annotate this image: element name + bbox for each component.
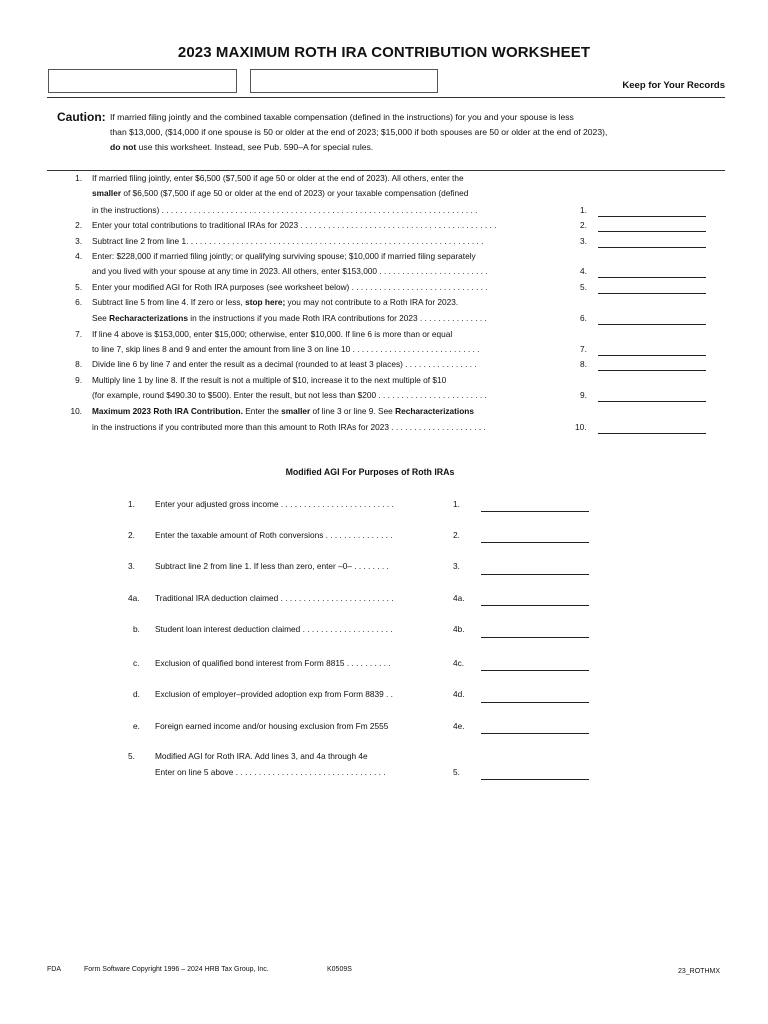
line-9-number: 9.: [75, 375, 82, 385]
magi-row-text: Subtract line 2 from line 1. If less than zero, enter –0– . . . . . . . .: [155, 561, 389, 571]
magi-row-text: Student loan interest deduction claimed . . . . . . . . . . . . . . . . . . . .: [155, 624, 393, 634]
magi-row-ref: 2.: [453, 530, 460, 540]
name-field[interactable]: [48, 69, 237, 93]
line-3-entry[interactable]: [598, 247, 706, 248]
magi-row-5-ref: 5.: [453, 767, 460, 777]
line-6-stop-here: stop here;: [245, 297, 286, 307]
magi-row-ref: 4d.: [453, 689, 465, 699]
line-5-text: Enter your modified AGI for Roth IRA purposes (see worksheet below) . . . . . . . . . . . . . . . . . . . . . . . . . . . . . .: [92, 282, 488, 292]
magi-row-text: Traditional IRA deduction claimed . . . . . . . . . . . . . . . . . . . . . . . . .: [155, 593, 394, 603]
magi-row-number: 3.: [128, 561, 135, 571]
magi-row-text: Exclusion of employer–provided adoption exp from Form 8839 . .: [155, 689, 393, 699]
line-10-text-a: [92, 406, 474, 417]
line-10-recharacterizations: Recharacterizations: [395, 406, 474, 416]
magi-row-number: e.: [133, 721, 140, 731]
line-1-text-a: If married filing jointly, enter $6,500 ($7,500 if age 50 or older at the end of 2023). All others, enter the: [92, 173, 464, 183]
magi-row-number: d.: [133, 689, 140, 699]
line-8-ref: 8.: [580, 359, 587, 369]
magi-row-5-text-b: Enter on line 5 above . . . . . . . . . . . . . . . . . . . . . . . . . . . . . . . . .: [155, 767, 386, 777]
ssn-field[interactable]: [250, 69, 438, 93]
line-1-text-b: [92, 188, 468, 199]
caution-divider: [47, 170, 725, 171]
magi-row-entry[interactable]: [481, 605, 589, 606]
footer-copyright: Form Software Copyright 1996 – 2024 HRB Tax Group, Inc.: [84, 966, 269, 973]
magi-row-5-number: 5.: [128, 751, 135, 761]
magi-row-entry[interactable]: [481, 511, 589, 512]
line-10-smaller: smaller: [281, 406, 311, 416]
magi-row-number: c.: [133, 658, 140, 668]
magi-row-entry[interactable]: [481, 637, 589, 638]
line-6-text-b2: in the instructions if you made Roth IRA contributions for 2023 . . . . . . . . . . . . . . .: [187, 313, 487, 323]
caution-text-line2: than $13,000, ($14,000 if one spouse is 50 or older at the end of 2023; $15,000 if both spouses are 50 or older at the end of 2023),: [110, 127, 608, 137]
line-3-number: 3.: [75, 236, 82, 246]
line-1-text-c: in the instructions) . . . . . . . . . . . . . . . . . . . . . . . . . . . . . . . . . . . . . . . . . . . . . . . . . . . . . . . . . . . . . . . . . . . . .: [92, 205, 478, 215]
line-3-text: Subtract line 2 from line 1. . . . . . . . . . . . . . . . . . . . . . . . . . . . . . . . . . . . . . . . . . . . . . . . . . . . . . . . . . . . . . . . .: [92, 236, 484, 246]
footer-fda: FDA: [47, 966, 61, 973]
magi-row-entry[interactable]: [481, 702, 589, 703]
line-10-text-mid1: Enter the: [242, 406, 282, 416]
magi-row-entry[interactable]: [481, 574, 589, 575]
page-title: 2023 MAXIMUM ROTH IRA CONTRIBUTION WORKSHEET: [177, 44, 591, 61]
line-6-text-b1: See: [92, 313, 110, 323]
line-1-text-b-rest: of $6,500 ($7,500 if age 50 or older at the end of 2023) or your taxable compensation (defined: [121, 188, 469, 198]
line-6-text-b: [92, 313, 487, 324]
line-6-text-a2: you may not contribute to a Roth IRA for 2023.: [285, 297, 459, 307]
line-7-number: 7.: [75, 329, 82, 339]
line-9-text-b: (for example, round $490.30 to $500). Enter the result, but not less than $200 . . . . . . . . . . . . . . . . . . . . . . . .: [92, 390, 487, 400]
line-6-ref: 6.: [580, 313, 587, 323]
line-7-text-b: to line 7, skip lines 8 and 9 and enter the amount from line 3 on line 10 . . . . . . . . . . . . . . . . . . . . . . . . . . . .: [92, 344, 480, 354]
magi-row-text: Enter the taxable amount of Roth conversions . . . . . . . . . . . . . . .: [155, 530, 393, 540]
magi-row-ref: 4b.: [453, 624, 465, 634]
line-7-text-a: If line 4 above is $153,000, enter $15,000; otherwise, enter $10,000. If line 6 is more than or equal: [92, 329, 453, 339]
magi-row-5-text-a: Modified AGI for Roth IRA. Add lines 3, and 4a through 4e: [155, 751, 368, 761]
magi-section-title: Modified AGI For Purposes of Roth IRAs: [285, 467, 455, 477]
header-divider: [47, 97, 725, 98]
line-1-ref: 1.: [580, 205, 587, 215]
line-9-text-a: Multiply line 1 by line 8. If the result is not a multiple of $10, increase it to the next multiple of $10: [92, 375, 447, 385]
line-2-text: Enter your total contributions to traditional IRAs for 2023 . . . . . . . . . . . . . . . . . . . . . . . . . . . . . . . . . . . . . . . . . . .: [92, 220, 497, 230]
line-6-recharacterizations: Recharacterizations: [109, 313, 188, 323]
magi-row-5-entry[interactable]: [481, 779, 589, 780]
magi-row-text: Exclusion of qualified bond interest from Form 8815 . . . . . . . . . .: [155, 658, 391, 668]
line-5-number: 5.: [75, 282, 82, 292]
line-1-smaller: smaller: [92, 188, 122, 198]
line-6-number: 6.: [75, 297, 82, 307]
line-9-ref: 9.: [580, 390, 587, 400]
magi-row-ref: 4c.: [453, 658, 465, 668]
line-4-ref: 4.: [580, 266, 587, 276]
magi-row-ref: 4e.: [453, 721, 465, 731]
line-1-entry[interactable]: [598, 216, 706, 217]
line-5-entry[interactable]: [598, 293, 706, 294]
magi-row-text: Foreign earned income and/or housing exclusion from Fm 2555: [155, 721, 389, 731]
magi-row-entry[interactable]: [481, 542, 589, 543]
line-6-entry[interactable]: [598, 324, 706, 325]
magi-row-number: 1.: [128, 499, 135, 509]
line-6-text-a1: Subtract line 5 from line 4. If zero or less,: [92, 297, 246, 307]
line-10-max-contribution: Maximum 2023 Roth IRA Contribution.: [92, 406, 243, 416]
line-2-number: 2.: [75, 220, 82, 230]
line-8-text: Divide line 6 by line 7 and enter the result as a decimal (rounded to at least 3 places) . . . . . . . . . . . . . . . .: [92, 359, 477, 369]
line-6-text-a: [92, 297, 458, 308]
line-4-text-b: and you lived with your spouse at any time in 2023. All others, enter $153,000 . . . . . . . . . . . . . . . . . . . . . . . .: [92, 266, 488, 276]
magi-row-ref: 3.: [453, 561, 460, 571]
keep-for-records-label: Keep for Your Records: [622, 80, 725, 91]
caution-text-line3: [110, 142, 373, 152]
line-4-entry[interactable]: [598, 277, 706, 278]
magi-row-ref: 1.: [453, 499, 460, 509]
line-10-text-b: in the instructions if you contributed more than this amount to Roth IRAs for 2023 . . . . . . . . . . . . . . . . . . . . .: [92, 422, 486, 432]
line-4-number: 4.: [75, 251, 82, 261]
line-7-ref: 7.: [580, 344, 587, 354]
line-9-entry[interactable]: [598, 401, 706, 402]
line-5-ref: 5.: [580, 282, 587, 292]
magi-row-entry[interactable]: [481, 670, 589, 671]
footer-form-id: 23_ROTHMX: [677, 968, 720, 975]
line-8-entry[interactable]: [598, 370, 706, 371]
magi-row-text: Enter your adjusted gross income . . . . . . . . . . . . . . . . . . . . . . . . .: [155, 499, 394, 509]
line-1-number: 1.: [75, 173, 82, 183]
caution-label: Caution:: [57, 110, 106, 124]
magi-row-number: 2.: [128, 530, 135, 540]
line-3-ref: 3.: [580, 236, 587, 246]
line-2-ref: 2.: [580, 220, 587, 230]
line-10-ref: 10.: [575, 422, 587, 432]
line-4-text-a: Enter: $228,000 if married filing jointly; or qualifying surviving spouse; $10,000 if married filing separately: [92, 251, 476, 261]
line-2-entry[interactable]: [598, 231, 706, 232]
caution-do-not: do not: [110, 142, 137, 152]
line-10-number: 10.: [70, 406, 82, 416]
line-7-entry[interactable]: [598, 355, 706, 356]
magi-row-number: b.: [133, 624, 140, 634]
line-10-text-mid2: of line 3 or line 9. See: [310, 406, 396, 416]
magi-row-ref: 4a.: [453, 593, 465, 603]
caution-text-line1: If married filing jointly and the combined taxable compensation (defined in the instructions) for you and your spouse is less: [110, 112, 574, 122]
footer-code: K0509S: [327, 966, 352, 973]
magi-row-number: 4a.: [128, 593, 140, 603]
magi-row-entry[interactable]: [481, 733, 589, 734]
line-10-entry[interactable]: [598, 433, 706, 434]
line-8-number: 8.: [75, 359, 82, 369]
caution-text-line3-rest: use this worksheet. Instead, see Pub. 590–A for special rules.: [136, 142, 374, 152]
